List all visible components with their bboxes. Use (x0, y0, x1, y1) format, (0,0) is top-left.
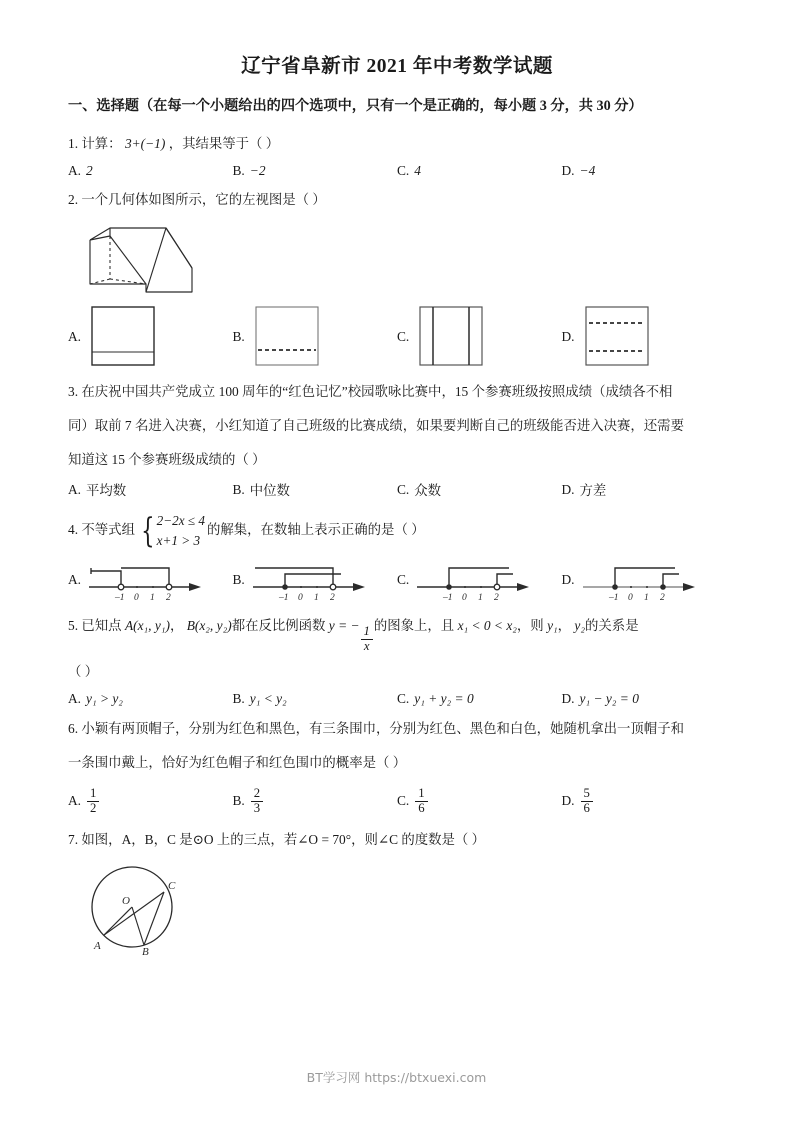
option-b[interactable] (233, 787, 398, 815)
option-b-label: B. (232, 328, 245, 344)
option-a-value: 2 (86, 163, 93, 179)
option-b-label: B. (232, 163, 245, 179)
option-c-label: C. (397, 571, 410, 587)
option-b-label: B. (232, 793, 245, 809)
q2-number: 2. (68, 192, 79, 208)
q5-condition: x₁ < 0 < x₂ (457, 617, 517, 633)
q3-line-2: 同）取前 7 名进入决赛，小红知道了自己班级的比赛成绩，如果要判断自己的班级能否进入决赛，还需要 (68, 417, 684, 433)
q2-text: 一个几何体如图所示，它的左视图是（ ） (81, 192, 326, 208)
option-d[interactable] (562, 306, 727, 368)
option-b[interactable] (233, 557, 398, 603)
option-a[interactable] (68, 557, 233, 603)
option-c-value: y₁ + y₂ = 0 (414, 691, 474, 707)
fraction-numerator: 5 (583, 786, 590, 801)
question-5-stem (68, 613, 726, 653)
option-d-label: D. (561, 571, 575, 587)
option-d-label: D. (561, 793, 575, 809)
q5-text-b: ， (169, 617, 184, 633)
option-a-value: 平均数 (86, 483, 127, 498)
option-c-value: 众数 (414, 483, 442, 498)
q7-number: 7. (68, 832, 79, 848)
option-c[interactable] (397, 480, 562, 499)
q3-line-1: 在庆祝中国共产党成立 100 周年的“红色记忆”校园歌咏比赛中，15 个参赛班级按照成绩（成绩各不相 (81, 383, 673, 399)
footer-watermark: BT学习网 https://btxuexi.com (306, 1070, 487, 1085)
option-d-label: D. (561, 481, 575, 497)
option-d-label: D. (561, 163, 575, 179)
question-3-line-3-row (68, 446, 726, 474)
fraction-denominator: 6 (415, 801, 427, 815)
q5-line-2: （ ） (68, 664, 99, 680)
svg-text:0: 0 (297, 592, 303, 603)
inequality-system (137, 511, 205, 551)
option-c-value: 4 (414, 163, 421, 179)
q4-text-before: 不等式组 (81, 521, 135, 537)
option-b[interactable] (233, 691, 398, 707)
option-a[interactable] (68, 480, 233, 499)
option-b[interactable] (233, 306, 398, 368)
option-c[interactable] (397, 691, 562, 707)
option-c[interactable] (397, 163, 562, 179)
svg-text:1: 1 (643, 592, 649, 603)
number-line-b-icon (249, 557, 371, 603)
option-a-label: A. (68, 571, 82, 587)
label-C: C (168, 880, 176, 893)
section-heading: 一、选择题（在每一个小题给出的四个选项中，只有一个是正确的，每小题 3 分，共 30 分） (68, 98, 643, 114)
q6-line-2: 一条围巾戴上，恰好为红色帽子和红色围巾的概率是（ ） (68, 755, 407, 771)
option-c-label: C. (397, 691, 410, 707)
question-5-line-2 (68, 659, 726, 685)
svg-text:2: 2 (166, 592, 171, 603)
fraction-denominator: 2 (87, 801, 99, 815)
label-O: O (122, 895, 130, 908)
svg-text:1: 1 (478, 592, 484, 603)
circle-inscribed-angle-figure (78, 859, 726, 959)
svg-text:–1: –1 (443, 592, 453, 603)
question-4-stem (68, 511, 726, 551)
inequality-row-1: 2−2x ≤ 4 (156, 513, 205, 528)
option-a[interactable] (68, 787, 233, 815)
svg-text:0: 0 (462, 592, 468, 603)
q1-text-before: 计算： (81, 136, 122, 152)
option-d-value: 方差 (579, 483, 607, 498)
svg-text:0: 0 (134, 592, 139, 603)
svg-text:2: 2 (659, 592, 665, 603)
svg-text:–1: –1 (278, 592, 289, 603)
svg-text:1: 1 (313, 592, 319, 603)
q3-number: 3. (68, 383, 79, 399)
question-1-stem (68, 131, 726, 157)
q6-number: 6. (68, 721, 79, 737)
option-a-label: A. (68, 328, 82, 344)
option-b-label: B. (232, 691, 245, 707)
option-b-label: B. (232, 571, 245, 587)
option-d[interactable] (562, 691, 727, 707)
question-5-options (68, 691, 726, 707)
option-d[interactable] (562, 163, 727, 179)
left-view-d-icon (585, 306, 651, 368)
q5-text-a: 已知点 (81, 617, 122, 633)
q5-y2: y₂ (574, 617, 586, 633)
label-B: B (142, 946, 149, 959)
option-a[interactable] (68, 306, 233, 368)
oblique-prism-solid-figure (80, 222, 726, 300)
option-a-label: A. (68, 793, 82, 809)
option-c[interactable] (397, 787, 562, 815)
svg-text:1: 1 (150, 592, 155, 603)
question-6-line-2 (68, 749, 726, 777)
option-b-value: 中位数 (249, 483, 290, 498)
question-6-stem (68, 715, 726, 743)
option-a-label: A. (68, 691, 82, 707)
q5-function-fraction (361, 625, 373, 653)
question-2-options (68, 306, 726, 368)
option-a-value: y₁ > y₂ (86, 691, 123, 707)
option-c-label: C. (397, 163, 410, 179)
option-c-label: C. (397, 793, 410, 809)
option-d-value: y₁ − y₂ = 0 (579, 691, 639, 707)
option-d-fraction (581, 787, 593, 815)
option-c[interactable] (397, 557, 562, 603)
option-c-fraction (415, 787, 427, 815)
option-a-fraction (87, 787, 99, 815)
option-d[interactable] (562, 787, 727, 815)
option-d[interactable] (562, 557, 727, 603)
fraction-numerator: 1 (363, 624, 370, 639)
option-d[interactable] (562, 480, 727, 499)
question-4-options (68, 557, 726, 603)
page-title: 辽宁省阜新市 2021 年中考数学试题 (241, 56, 553, 77)
fraction-denominator: x (361, 639, 373, 653)
option-b[interactable] (233, 480, 398, 499)
option-d-value: −4 (579, 163, 596, 179)
option-b[interactable] (233, 163, 398, 179)
svg-text:2: 2 (494, 592, 500, 603)
option-d-label: D. (561, 691, 575, 707)
left-view-b-icon (255, 306, 321, 368)
q5-number: 5. (68, 617, 79, 633)
number-line-a-icon (85, 557, 207, 603)
q4-text-after: 的解集，在数轴上表示正确的是（ ） (206, 521, 425, 537)
q1-expression: 3+(−1) (124, 136, 166, 152)
left-view-c-icon (419, 306, 485, 368)
number-line-d-icon (579, 557, 701, 603)
q1-text-after: ，其结果等于（ ） (168, 136, 280, 152)
option-a[interactable] (68, 691, 233, 707)
fraction-denominator: 3 (251, 801, 263, 815)
question-3-options (68, 480, 726, 499)
option-b-label: B. (232, 481, 245, 497)
question-6-options (68, 787, 726, 815)
left-view-a-icon (91, 306, 157, 368)
option-c-label: C. (397, 328, 410, 344)
q5-point-a: A(x₁, y₁) (124, 617, 170, 633)
fraction-numerator: 2 (253, 786, 261, 801)
svg-text:0: 0 (627, 592, 633, 603)
page-content (68, 50, 726, 959)
brace-icon: { (141, 510, 155, 551)
fraction-numerator: 1 (90, 786, 97, 801)
label-A: A (94, 940, 101, 953)
q4-number: 4. (68, 521, 79, 537)
question-3-stem (68, 378, 726, 406)
q5-point-b: B(x₂, y₂) (186, 617, 232, 633)
option-a-label: A. (68, 481, 82, 497)
question-7-stem (68, 827, 726, 853)
svg-text:–1: –1 (115, 592, 125, 603)
q5-text-f: 的关系是 (585, 617, 639, 633)
q5-comma: ， (557, 617, 572, 633)
q5-text-c: 都在反比例函数 (231, 617, 326, 633)
q7-text: 如图，A，B，C 是⊙O 上的三点，若∠O = 70°，则∠C 的度数是（ ） (81, 832, 486, 848)
fraction-numerator: 1 (418, 786, 425, 801)
svg-text:–1: –1 (608, 592, 619, 603)
q5-y1: y₁ (547, 617, 558, 633)
question-1-options (68, 163, 726, 179)
q5-text-e: ，则 (516, 617, 544, 633)
option-c-label: C. (397, 481, 410, 497)
question-2-stem (68, 187, 726, 213)
fraction-denominator: 6 (581, 801, 593, 815)
option-c[interactable] (397, 306, 562, 368)
question-3-line-2-row (68, 412, 726, 440)
inequality-row-2: x+1 > 3 (156, 532, 201, 548)
option-b-fraction (251, 787, 263, 815)
option-b-value: y₁ < y₂ (249, 691, 287, 707)
q5-text-d: 的图象上，且 (373, 617, 455, 633)
option-a[interactable] (68, 163, 233, 179)
option-b-value: −2 (249, 163, 266, 179)
option-a-label: A. (68, 163, 82, 179)
number-line-c-icon (413, 557, 535, 603)
q5-function-lhs: y = − (328, 617, 360, 633)
option-d-label: D. (561, 328, 575, 344)
q1-number: 1. (68, 136, 79, 152)
q3-line-3: 知道这 15 个参赛班级成绩的（ ） (68, 451, 266, 467)
q6-line-1: 小颖有两顶帽子，分别为红色和黑色，有三条围巾，分别为红色、黑色和白色，她随机拿出一顶帽子和 (81, 721, 684, 737)
svg-text:2: 2 (329, 592, 335, 603)
